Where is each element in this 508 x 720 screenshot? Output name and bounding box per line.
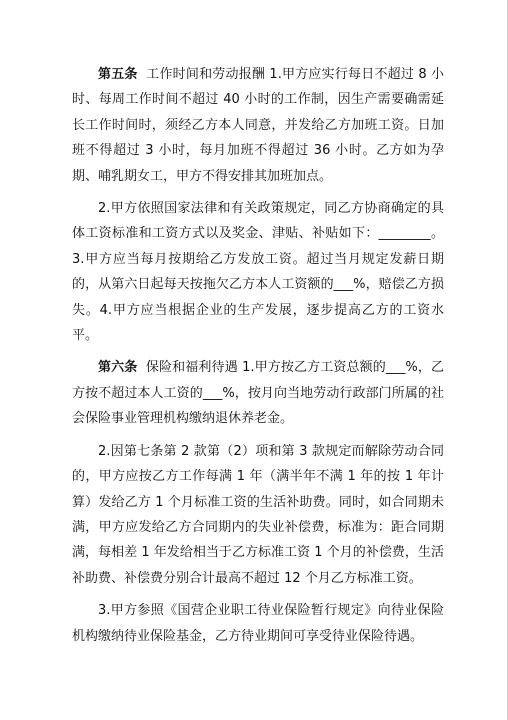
article6-text-3: 3.甲方参照《国营企业职工待业保险暂行规定》向待业保险机构缴纳待业保险基金，乙方待业期间可享受待业保险待遇。 <box>72 603 444 644</box>
article5-paragraph-2 <box>72 196 444 348</box>
article5-text-2: 2.甲方依照国家法律和有关政策规定，同乙方协商确定的具体工资标准和工资方式以及奖金、津贴、补贴如下：________。3.甲方应当每月按期给乙方发放工资。超过当月规定发薪日期的，从第六日起每天按拖欠乙方本人工资额的___%，赔偿乙方损失。4.甲方应当根据企业的生产发展，逐步提高乙方的工资水平。 <box>72 201 444 344</box>
article6-text-2: 2.因第七条第 2 款第（2）项和第 3 款规定而解除劳动合同的，甲方应按乙方工作每满 1 年（满半年不满 1 年的按 1 年计算）发给乙方 1 个月标准工资的生活补助费。同时，如合同期未满，甲方应发给乙方合同期内的失业补偿费，标准为：距合同期满，每相差 1 年发给相当于乙方标准工资 1 个月的补偿费，生活补助费、补偿费分别合计最高不超过 12 个月乙方标准工资。 <box>72 443 444 586</box>
article6-text-1: 保险和福利待遇 1.甲方按乙方工资总额的___%，乙方按不超过本人工资的___%，按月向当地劳动行政部门所属的社会保险事业管理机构缴纳退休养老金。 <box>72 360 444 427</box>
article6-paragraph-1 <box>72 355 444 431</box>
article6-paragraph-3 <box>72 598 444 649</box>
article5-heading: 第五条 <box>98 67 138 82</box>
document-body <box>72 62 444 656</box>
article5-paragraph-1 <box>72 62 444 189</box>
article6-paragraph-2 <box>72 439 444 591</box>
article6-heading: 第六条 <box>98 360 138 376</box>
article5-text-1: 工作时间和劳动报酬 1.甲方应实行每日不超过 8 小时、每周工作时间不超过 40 小时的工作制，因生产需要确需延长工作时间时，须经乙方本人同意，并发给乙方加班工资。日加班不得超过 3 小时，每月加班不得超过 36 小时。乙方如为孕期、哺乳期女工，甲方不得安排其加班加点。 <box>72 67 444 184</box>
